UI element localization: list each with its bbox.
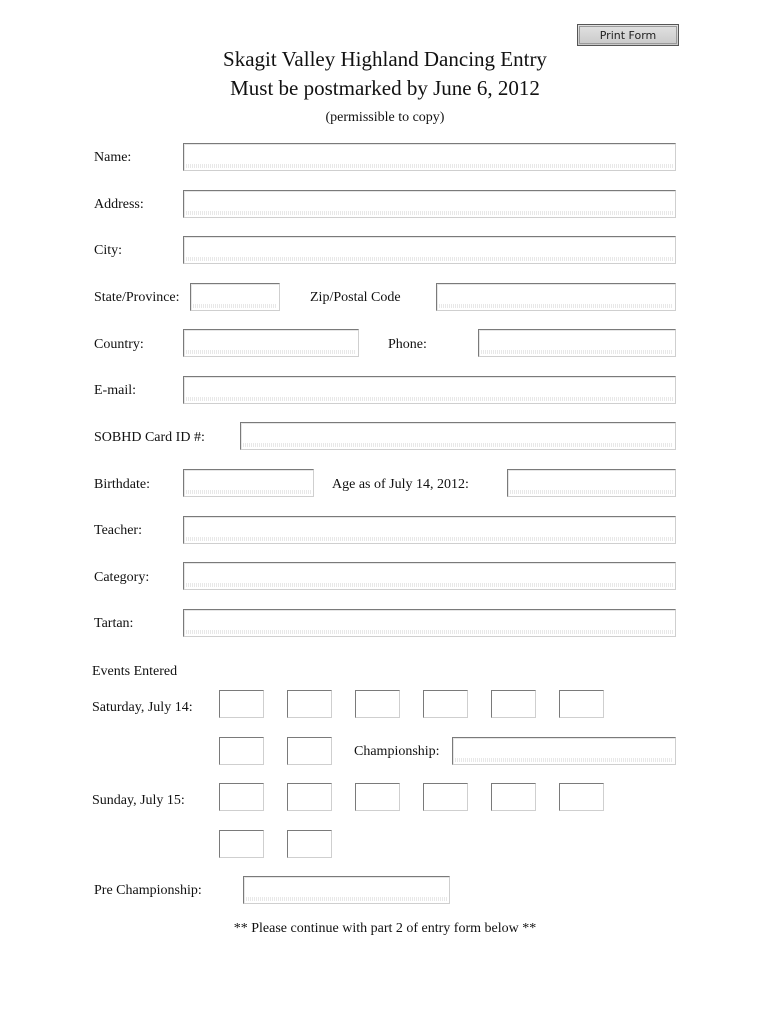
print-form-button[interactable]: Print Form bbox=[577, 24, 679, 46]
sunday-event-3-input[interactable] bbox=[355, 783, 400, 811]
teacher-input[interactable] bbox=[183, 516, 676, 544]
city-input[interactable] bbox=[183, 236, 676, 264]
phone-label: Phone: bbox=[388, 337, 427, 352]
saturday-event-3-input[interactable] bbox=[355, 690, 400, 718]
name-label: Name: bbox=[94, 150, 132, 165]
saturday-event-8-input[interactable] bbox=[287, 737, 332, 765]
sunday-event-8-input[interactable] bbox=[287, 830, 332, 858]
sunday-event-5-input[interactable] bbox=[491, 783, 536, 811]
country-label: Country: bbox=[94, 337, 144, 352]
saturday-event-1-input[interactable] bbox=[219, 690, 264, 718]
sunday-label: Sunday, July 15: bbox=[92, 793, 185, 808]
zip-input[interactable] bbox=[436, 283, 676, 311]
email-label: E-mail: bbox=[94, 383, 136, 398]
sunday-event-1-input[interactable] bbox=[219, 783, 264, 811]
zip-label: Zip/Postal Code bbox=[310, 290, 401, 305]
deadline-title: Must be postmarked by June 6, 2012 bbox=[230, 76, 540, 100]
tartan-label: Tartan: bbox=[94, 616, 134, 631]
championship-label: Championship: bbox=[354, 744, 440, 759]
country-input[interactable] bbox=[183, 329, 359, 357]
category-label: Category: bbox=[94, 570, 150, 585]
pre-championship-label: Pre Championship: bbox=[94, 883, 202, 898]
sunday-event-4-input[interactable] bbox=[423, 783, 468, 811]
events-heading: Events Entered bbox=[92, 664, 178, 679]
age-input[interactable] bbox=[507, 469, 676, 497]
sobhd-input[interactable] bbox=[240, 422, 676, 450]
name-input[interactable] bbox=[183, 143, 676, 171]
birthdate-input[interactable] bbox=[183, 469, 314, 497]
form-title: Skagit Valley Highland Dancing Entry bbox=[223, 47, 547, 71]
state-input[interactable] bbox=[190, 283, 280, 311]
saturday-event-4-input[interactable] bbox=[423, 690, 468, 718]
saturday-label: Saturday, July 14: bbox=[92, 700, 193, 715]
saturday-event-6-input[interactable] bbox=[559, 690, 604, 718]
saturday-event-2-input[interactable] bbox=[287, 690, 332, 718]
championship-input[interactable] bbox=[452, 737, 676, 765]
age-label: Age as of July 14, 2012: bbox=[332, 477, 469, 492]
teacher-label: Teacher: bbox=[94, 523, 142, 538]
tartan-input[interactable] bbox=[183, 609, 676, 637]
address-input[interactable] bbox=[183, 190, 676, 218]
phone-input[interactable] bbox=[478, 329, 676, 357]
copy-note: (permissible to copy) bbox=[325, 110, 445, 125]
saturday-event-5-input[interactable] bbox=[491, 690, 536, 718]
saturday-event-7-input[interactable] bbox=[219, 737, 264, 765]
sunday-event-7-input[interactable] bbox=[219, 830, 264, 858]
address-label: Address: bbox=[94, 197, 144, 212]
pre-championship-input[interactable] bbox=[243, 876, 450, 904]
email-input[interactable] bbox=[183, 376, 676, 404]
birthdate-label: Birthdate: bbox=[94, 477, 150, 492]
sunday-event-6-input[interactable] bbox=[559, 783, 604, 811]
sobhd-label: SOBHD Card ID #: bbox=[94, 430, 205, 445]
city-label: City: bbox=[94, 243, 123, 258]
continue-note: ** Please continue with part 2 of entry form below ** bbox=[233, 921, 537, 936]
sunday-event-2-input[interactable] bbox=[287, 783, 332, 811]
category-input[interactable] bbox=[183, 562, 676, 590]
state-label: State/Province: bbox=[94, 290, 180, 305]
